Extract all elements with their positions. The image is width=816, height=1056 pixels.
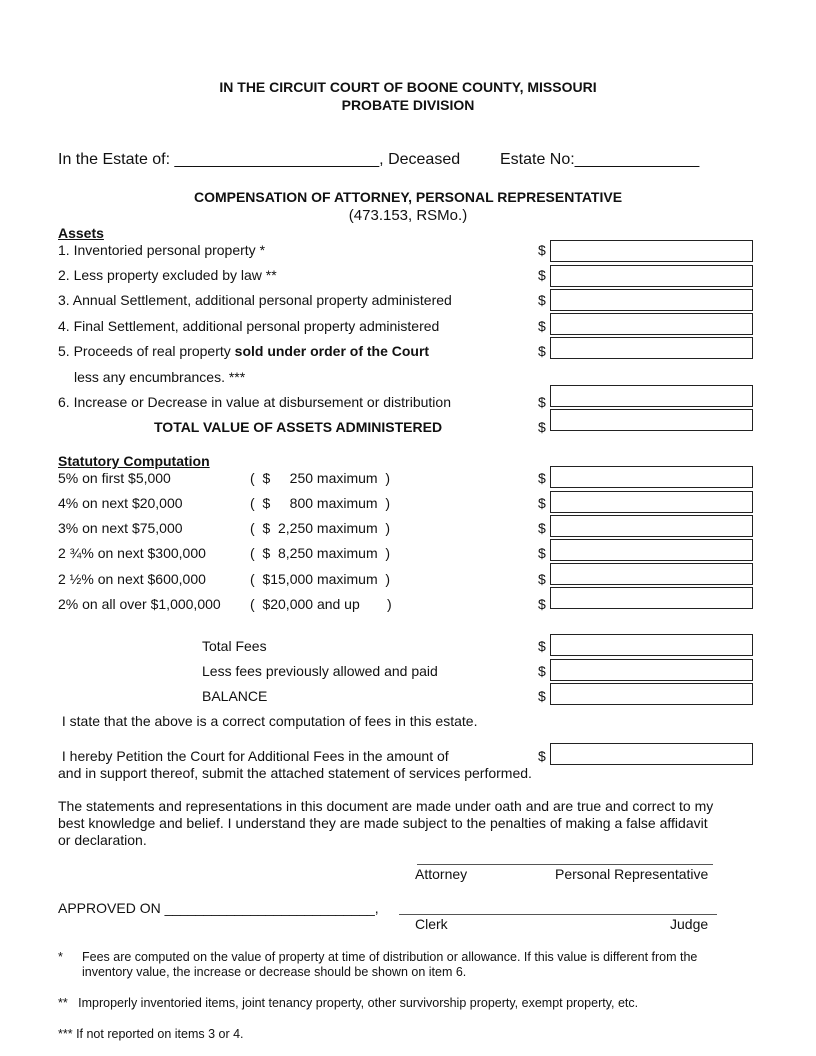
dollar-sign: $ [538, 520, 546, 536]
additional-fees-amount-field[interactable] [550, 743, 753, 765]
fee-rate-label: 2 ¾% on next $300,000 [58, 545, 206, 561]
dollar-sign: $ [538, 343, 546, 359]
asset-item-5-emphasis: sold under order of the Court [234, 343, 430, 359]
division-name: PROBATE DIVISION [341, 97, 475, 113]
approved-on-field[interactable]: APPROVED ON ___________________________, [58, 900, 379, 916]
clerk-label: Clerk [415, 916, 448, 932]
fee-tier-4-amount-field[interactable] [550, 539, 753, 561]
asset-item-4: 4. Final Settlement, additional personal property administered [58, 318, 440, 334]
dollar-sign: $ [538, 596, 546, 612]
dollar-sign: $ [538, 545, 546, 561]
footnote-1-mark: * [58, 950, 63, 964]
dollar-sign: $ [538, 292, 546, 308]
excluded-property-amount-field[interactable] [550, 265, 753, 287]
fee-tier-6-amount-field[interactable] [550, 587, 753, 609]
attorney-label: Attorney [415, 866, 468, 882]
fee-tier-2-amount-field[interactable] [550, 491, 753, 513]
asset-item-5-continuation: less any encumbrances. *** [74, 369, 246, 385]
fee-tier-3-amount-field[interactable] [550, 515, 753, 537]
fee-rate-label: 3% on next $75,000 [58, 520, 183, 536]
total-assets-label: TOTAL VALUE OF ASSETS ADMINISTERED [154, 419, 443, 435]
value-change-amount-field[interactable] [550, 385, 753, 407]
fee-limit-label: ( $20,000 and up ) [250, 596, 392, 612]
fees-paid-label: Less fees previously allowed and paid [202, 663, 438, 679]
computation-statement: I state that the above is a correct computation of fees in this estate. [58, 713, 478, 729]
dollar-sign: $ [538, 748, 546, 764]
balance-label: BALANCE [202, 688, 268, 704]
asset-item-3: 3. Annual Settlement, additional personal property administered [58, 292, 452, 308]
inventoried-property-amount-field[interactable] [550, 240, 753, 262]
total-fees-amount-field[interactable] [550, 634, 753, 656]
petition-line-2: and in support thereof, submit the attached statement of services performed. [58, 765, 532, 781]
oath-line-3: or declaration. [58, 832, 147, 848]
annual-settlement-amount-field[interactable] [550, 289, 753, 311]
final-settlement-amount-field[interactable] [550, 313, 753, 335]
dollar-sign: $ [538, 663, 546, 679]
dollar-sign: $ [538, 267, 546, 283]
real-property-proceeds-amount-field[interactable] [550, 337, 753, 359]
dollar-sign: $ [538, 470, 546, 486]
form-title: COMPENSATION OF ATTORNEY, PERSONAL REPRESENTATIVE [193, 189, 623, 205]
signature-line-clerk-judge[interactable] [399, 914, 717, 915]
footnote-3: *** If not reported on items 3 or 4. [58, 1027, 244, 1041]
total-fees-label: Total Fees [202, 638, 267, 654]
fee-limit-label: ( $ 800 maximum ) [250, 495, 391, 511]
fee-tier-5-amount-field[interactable] [550, 563, 753, 585]
asset-item-5-text: 5. Proceeds of real property [58, 343, 235, 359]
dollar-sign: $ [538, 688, 546, 704]
asset-item-1: 1. Inventoried personal property * [58, 242, 266, 258]
estate-number-field[interactable]: Estate No:______________ [500, 151, 700, 168]
petition-line-1: I hereby Petition the Court for Additional Fees in the amount of [58, 748, 449, 764]
total-assets-amount-field[interactable] [550, 409, 753, 431]
fee-rate-label: 4% on next $20,000 [58, 495, 183, 511]
personal-representative-label: Personal Representative [555, 866, 709, 882]
estate-of-field[interactable]: In the Estate of: _______________________, Deceased [58, 151, 461, 168]
court-name: IN THE CIRCUIT COURT OF BOONE COUNTY, MISSOURI [219, 79, 597, 95]
asset-item-6: 6. Increase or Decrease in value at disbursement or distribution [58, 394, 451, 410]
footnote-2: ** Improperly inventoried items, joint tenancy property, other survivorship property, exempt property, etc. [58, 996, 639, 1010]
balance-amount-field[interactable] [550, 683, 753, 705]
dollar-sign: $ [538, 571, 546, 587]
asset-item-2: 2. Less property excluded by law ** [58, 267, 277, 283]
signature-line-attorney-rep[interactable] [417, 864, 713, 865]
fee-limit-label: ( $ 2,250 maximum ) [250, 520, 391, 536]
dollar-sign: $ [538, 495, 546, 511]
judge-label: Judge [670, 916, 709, 932]
statute-reference: (473.153, RSMo.) [348, 207, 468, 224]
footnote-1-line-2: inventory value, the increase or decrease should be shown on item 6. [82, 965, 467, 979]
dollar-sign: $ [538, 242, 546, 258]
dollar-sign: $ [538, 419, 546, 435]
dollar-sign: $ [538, 638, 546, 654]
fee-limit-label: ( $ 8,250 maximum ) [250, 545, 391, 561]
fee-rate-label: 2 ½% on next $600,000 [58, 571, 206, 587]
footnote-1-line-1: Fees are computed on the value of property at time of distribution or allowance. If this value is different from the [82, 950, 698, 964]
dollar-sign: $ [538, 318, 546, 334]
fee-rate-label: 5% on first $5,000 [58, 470, 171, 486]
asset-item-5 [58, 343, 429, 359]
oath-line-1: The statements and representations in this document are made under oath and are true and correct to my [58, 798, 714, 814]
fee-limit-label: ( $15,000 maximum ) [250, 571, 391, 587]
oath-line-2: best knowledge and belief. I understand they are made subject to the penalties of making a false affidavit [58, 815, 708, 831]
fee-limit-label: ( $ 250 maximum ) [250, 470, 391, 486]
fee-rate-label: 2% on all over $1,000,000 [58, 596, 221, 612]
fee-tier-1-amount-field[interactable] [550, 466, 753, 488]
assets-heading: Assets [58, 225, 104, 241]
fees-paid-amount-field[interactable] [550, 659, 753, 681]
statutory-heading: Statutory Computation [58, 453, 210, 469]
dollar-sign: $ [538, 394, 546, 410]
